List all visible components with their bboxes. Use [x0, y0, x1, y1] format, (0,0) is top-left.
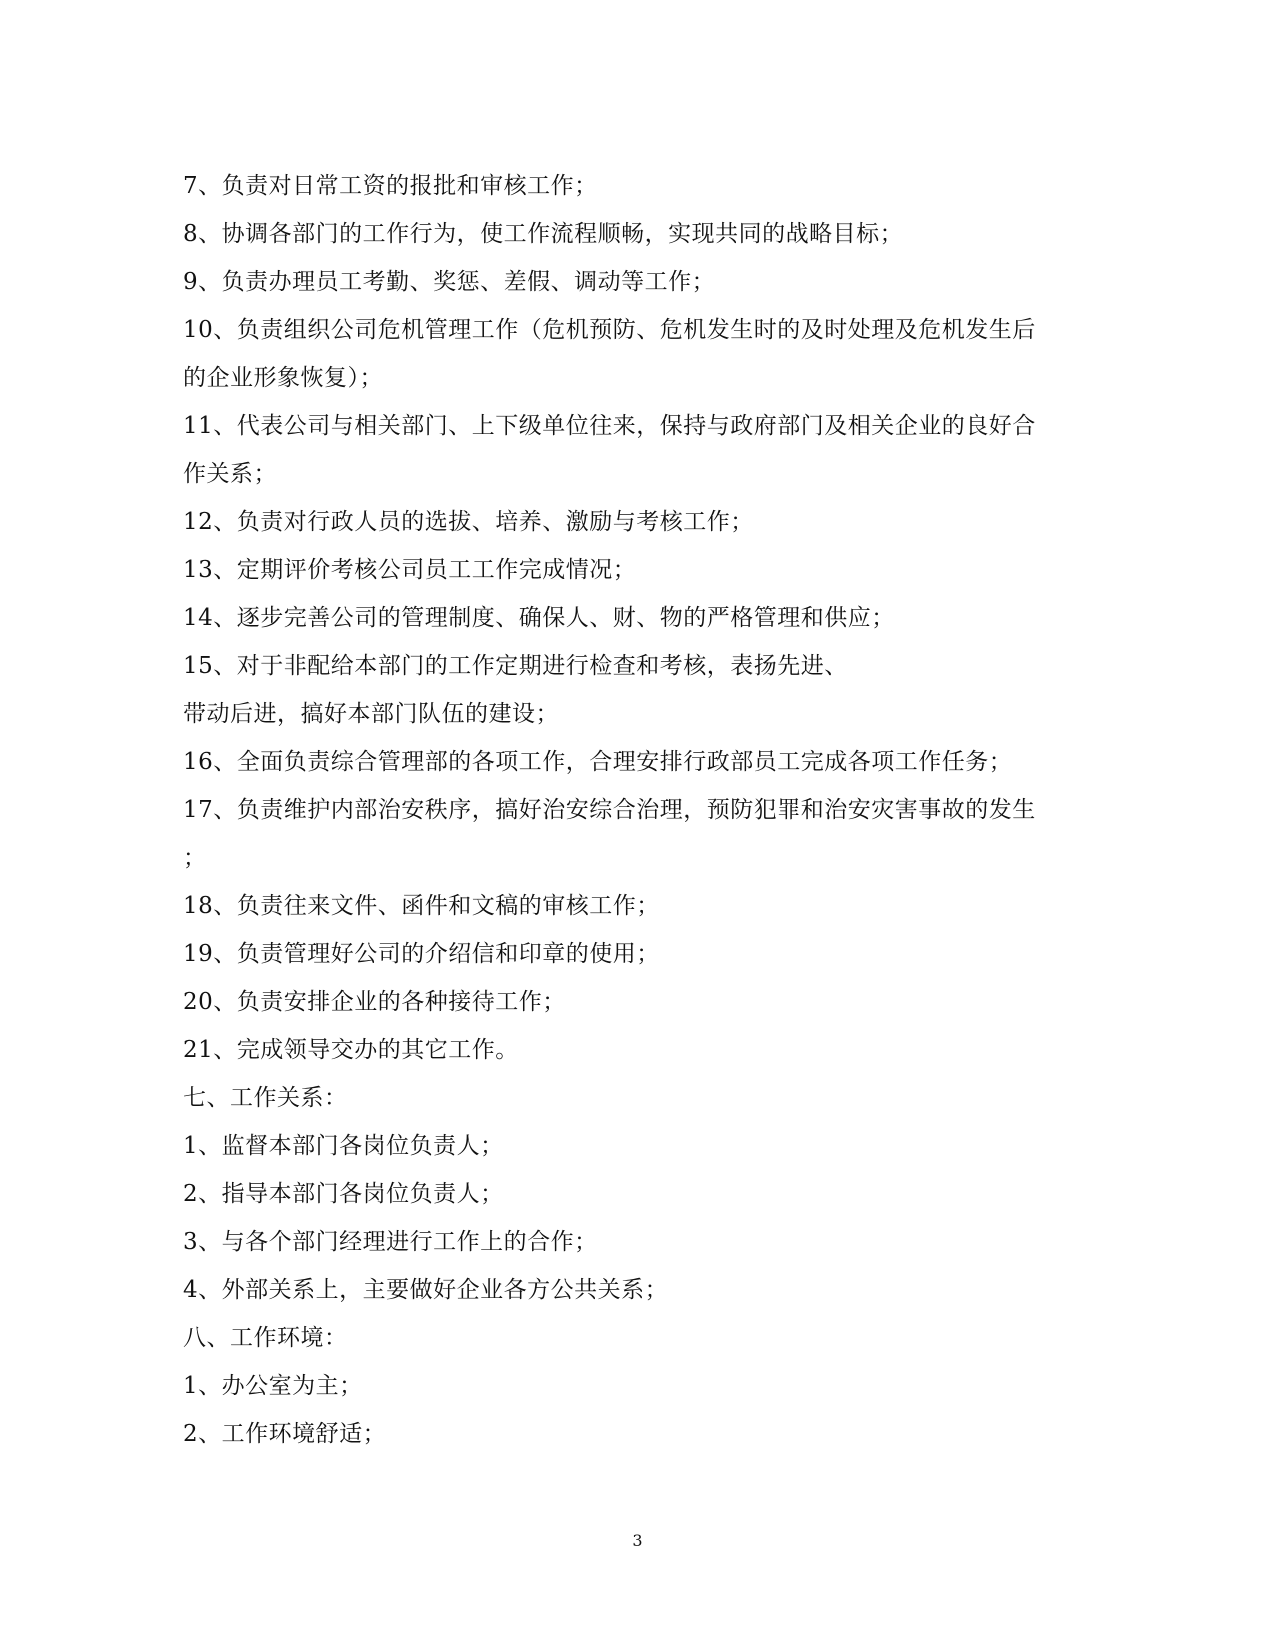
text-line: 9、负责办理员工考勤、奖惩、差假、调动等工作；: [183, 269, 716, 295]
text-line: 18、负责往来文件、函件和文稿的审核工作；: [183, 893, 660, 919]
text-line: 15、对于非配给本部门的工作定期进行检查和考核，表扬先进、: [183, 653, 848, 679]
text-line: 作关系；: [183, 461, 277, 487]
text-line: 3、与各个部门经理进行工作上的合作；: [183, 1229, 598, 1255]
text-line: ；: [183, 845, 207, 871]
text-line: 10、负责组织公司危机管理工作（危机预防、危机发生时的及时处理及危机发生后: [183, 317, 1036, 343]
text-line: 11、代表公司与相关部门、上下级单位往来，保持与政府部门及相关企业的良好合: [183, 413, 1036, 439]
text-line: 1、办公室为主；: [183, 1373, 363, 1399]
section-heading: 八、工作环境：: [183, 1325, 348, 1351]
section-heading: 七、工作关系：: [183, 1085, 348, 1111]
text-line: 7、负责对日常工资的报批和审核工作；: [183, 173, 598, 199]
text-line: 19、负责管理好公司的介绍信和印章的使用；: [183, 941, 660, 967]
text-line: 12、负责对行政人员的选拔、培养、激励与考核工作；: [183, 509, 754, 535]
text-line: 的企业形象恢复）；: [183, 365, 383, 391]
text-line: 13、定期评价考核公司员工工作完成情况；: [183, 557, 637, 583]
text-line: 1、监督本部门各岗位负责人；: [183, 1133, 504, 1159]
text-line: 17、负责维护内部治安秩序，搞好治安综合治理，预防犯罪和治安灾害事故的发生: [183, 797, 1036, 823]
document-body: [183, 162, 1088, 1458]
text-line: 14、逐步完善公司的管理制度、确保人、财、物的严格管理和供应；: [183, 605, 895, 631]
text-line: 带动后进，搞好本部门队伍的建设；: [183, 701, 559, 727]
page-number: 3: [632, 1531, 643, 1550]
text-line: 21、完成领导交办的其它工作。: [183, 1037, 519, 1063]
text-line: 2、指导本部门各岗位负责人；: [183, 1181, 504, 1207]
text-line: 2、工作环境舒适；: [183, 1421, 387, 1447]
text-line: 20、负责安排企业的各种接待工作；: [183, 989, 566, 1015]
text-line: 8、协调各部门的工作行为，使工作流程顺畅，实现共同的战略目标；: [183, 221, 904, 247]
text-line: 4、外部关系上，主要做好企业各方公共关系；: [183, 1277, 669, 1303]
text-line: 16、全面负责综合管理部的各项工作，合理安排行政部员工完成各项工作任务；: [183, 749, 1013, 775]
